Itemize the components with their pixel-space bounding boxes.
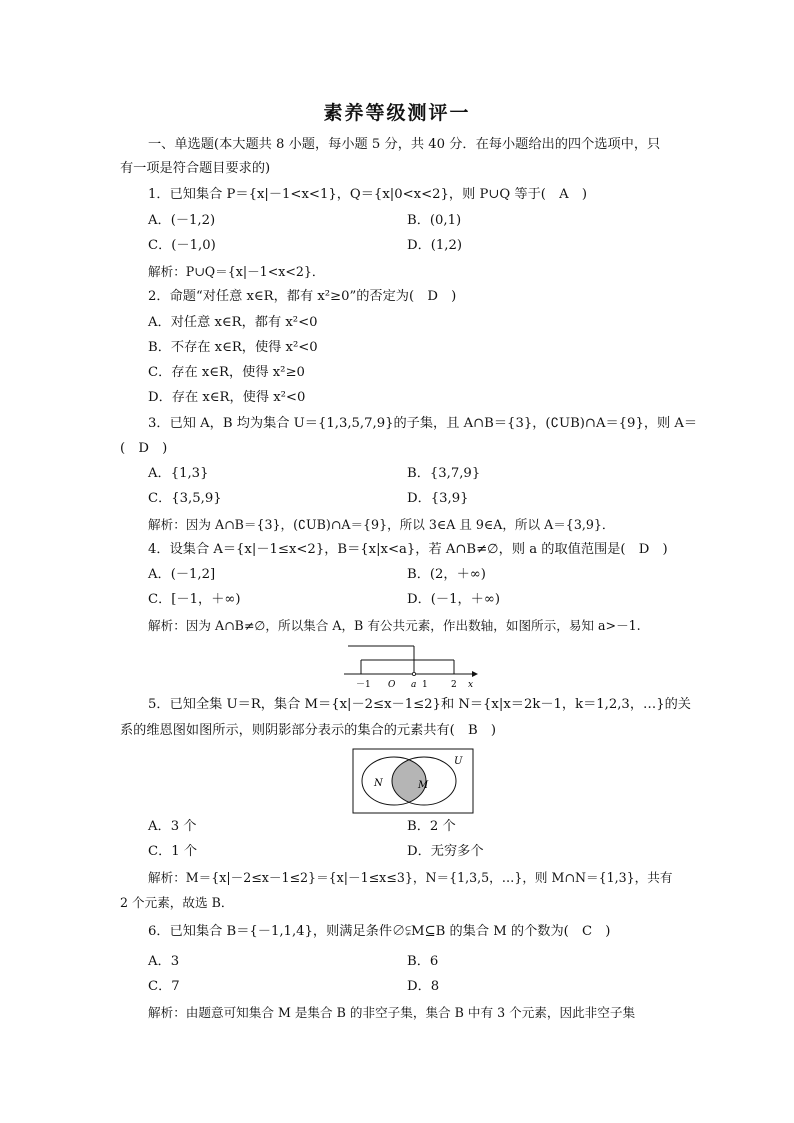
q1-analysis: 解析：P∪Q＝{x|－1<x<2}． <box>148 264 325 279</box>
q4-analysis: 解析：因为 A∩B≠∅，所以集合 A，B 有公共元素，作出数轴，如图所示，易知 a>－1. <box>148 618 641 633</box>
axis-label-1: 1 <box>422 680 428 690</box>
q6-option-a: A．3 <box>148 954 180 969</box>
section-heading-line1: 一、单选题(本大题共 8 小题，每小题 5 分，共 40 分．在每小题给出的四个选项中，只 <box>148 137 661 152</box>
q5-stem-line2: 系的维恩图如图所示，则阴影部分表示的集合的元素共有( B ) <box>120 723 497 738</box>
q2-option-c: C．存在 x∈R，使得 x²≥0 <box>148 365 305 380</box>
q1-option-d: D．(1,2) <box>407 238 463 253</box>
q1-option-a: A．(－1,2) <box>148 213 216 228</box>
q2-stem: 2．命题“对任意 x∈R，都有 x²≥0”的否定为( D ) <box>148 289 457 304</box>
q4-option-a: A．(－1,2] <box>148 567 216 582</box>
q2-option-b: B．不存在 x∈R，使得 x²<0 <box>148 340 318 355</box>
axis-label-x: x <box>468 680 474 690</box>
q4-option-c: C．[－1，＋∞) <box>148 592 241 607</box>
q6-option-c: C．7 <box>148 979 180 994</box>
q6-option-b: B．6 <box>407 954 439 969</box>
axis-label-2: 2 <box>451 680 457 690</box>
q2-option-d: D．存在 x∈R，使得 x²<0 <box>148 390 306 405</box>
q6-option-d: D．8 <box>407 979 440 994</box>
q3-stem-line2: ( D ) <box>120 441 168 456</box>
q5-analysis-line2: 2 个元素，故选 B． <box>120 895 234 910</box>
q6-stem: 6．已知集合 B＝{－1,1,4}，则满足条件∅⫋M⊆B 的集合 M 的个数为( C ) <box>148 924 611 939</box>
q1-stem: 1．已知集合 P＝{x|－1<x<1}，Q＝{x|0<x<2}，则 P∪Q 等于( A ) <box>148 187 587 202</box>
q5-option-b: B．2 个 <box>407 819 456 834</box>
q5-stem-line1: 5．已知全集 U＝R，集合 M＝{x|－2≤x－1≤2}和 N＝{x|x＝2k－1，k＝1,2,3，…}的关 <box>148 697 691 712</box>
q4-option-d: D．(－1，＋∞) <box>407 592 500 607</box>
q3-option-b: B．{3,7,9} <box>407 466 481 481</box>
q3-analysis: 解析：因为 A∩B＝{3}，(∁UB)∩A＝{9}，所以 3∈A 且 9∈A，所以 A＝{3,9}． <box>148 517 615 532</box>
q2-option-a: A．对任意 x∈R，都有 x²<0 <box>148 315 318 330</box>
axis-label-minus1: －1 <box>356 680 371 690</box>
section-heading-line2: 有一项是符合题目要求的) <box>120 161 271 176</box>
axis-label-a: a <box>411 680 417 690</box>
axis-arrow <box>472 671 478 677</box>
venn-label-n: N <box>374 778 383 789</box>
axis-label-origin: O <box>388 680 396 690</box>
q3-stem-line1: 3．已知 A，B 均为集合 U＝{1,3,5,7,9}的子集，且 A∩B＝{3}，(∁UB)∩A＝{9}，则 A＝ <box>148 416 698 431</box>
q5-option-a: A．3 个 <box>148 819 197 834</box>
q3-option-c: C．{3,5,9} <box>148 491 222 506</box>
q3-option-a: A．{1,3} <box>148 466 209 481</box>
q4-option-b: B．(2，＋∞) <box>407 567 486 582</box>
page-title: 素养等级测评一 <box>323 102 471 124</box>
number-line-figure <box>340 642 480 692</box>
q4-stem: 4．设集合 A＝{x|－1≤x<2}，B＝{x|x<a}，若 A∩B≠∅，则 a 的取值范围是( D ) <box>148 542 668 557</box>
venn-diagram <box>352 748 474 814</box>
q6-analysis: 解析：由题意可知集合 M 是集合 B 的非空子集，集合 B 中有 3 个元素，因此非空子集 <box>148 1005 636 1020</box>
venn-label-m: M <box>418 780 429 791</box>
q3-option-d: D．{3,9} <box>407 491 469 506</box>
q1-option-c: C．(－1,0) <box>148 238 216 253</box>
venn-label-u: U <box>454 756 463 767</box>
q5-option-c: C．1 个 <box>148 844 198 859</box>
point-a <box>412 672 415 675</box>
q5-analysis-line1: 解析：M＝{x|－2≤x－1≤2}＝{x|－1≤x≤3}，N＝{1,3,5，…}，则 M∩N＝{1,3}，共有 <box>148 870 673 885</box>
q1-option-b: B．(0,1) <box>407 213 462 228</box>
q5-option-d: D．无穷多个 <box>407 844 484 859</box>
